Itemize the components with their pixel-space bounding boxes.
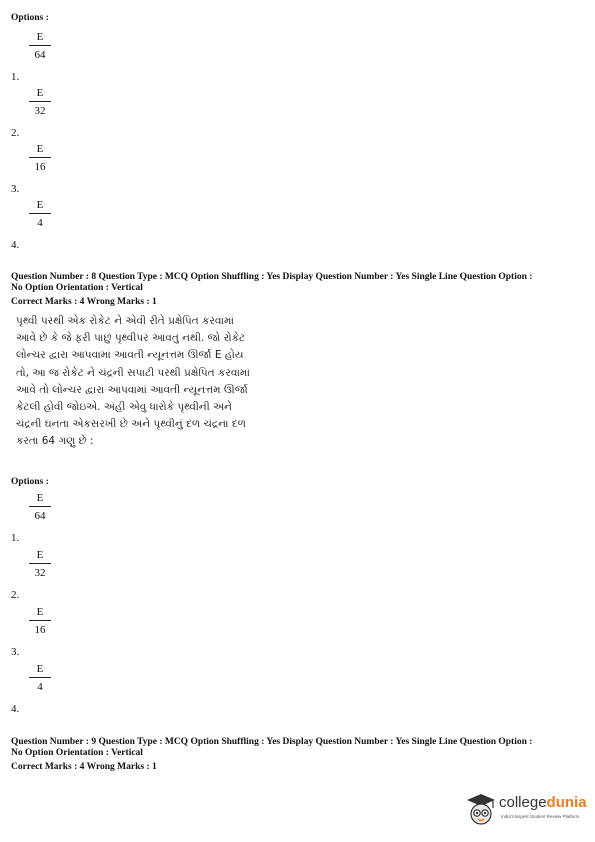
option-2 (11, 86, 91, 139)
fraction-bar (29, 101, 51, 102)
denominator: 32 (34, 567, 46, 579)
fraction (29, 30, 51, 62)
numerator: E (36, 87, 44, 99)
option-2 (11, 548, 91, 601)
question-header: Question Number : 9 Question Type : MCQ Option Shuffling : Yes Display Question Number : Yes Single Line Question Option : (11, 737, 533, 747)
fraction (29, 491, 51, 523)
numerator: E (36, 199, 44, 211)
numerator: E (36, 492, 44, 504)
question-header-cont: No Option Orientation : Vertical (11, 283, 143, 293)
question-line: ચંદ્રની ઘનતા એકસરખી છે અને પૃથ્વીનું દળ ચંદ્રના દળ (16, 418, 246, 431)
denominator: 16 (34, 161, 46, 173)
denominator: 16 (34, 624, 46, 636)
option-3 (11, 605, 91, 658)
denominator: 64 (34, 49, 46, 61)
numerator: E (36, 31, 44, 43)
fraction (29, 605, 51, 637)
fraction (29, 662, 51, 694)
question-line: આવે તો લોન્ચર દ્વારા આપવામાં આવતી ન્યૂનત્તમ ઊર્જા (16, 383, 248, 396)
graduate-owl-icon (464, 792, 498, 828)
collegedunia-logo (464, 792, 589, 828)
option-number: 1. (11, 71, 20, 83)
logo-wordmark (499, 794, 587, 811)
numerator: E (36, 143, 44, 155)
question-line: લોન્ચર દ્વારા આપવામાં આવતી ન્યૂનત્તમ ઊર્જા E હોય (16, 349, 244, 362)
option-1 (11, 30, 91, 83)
denominator: 4 (37, 681, 43, 693)
option-4 (11, 662, 91, 715)
option-1 (11, 491, 91, 544)
question-line: કેટલી હોવી જોઇએ. અંહી એવુ ધારોકે પૃથ્વીની અને (16, 401, 232, 414)
fraction-bar (29, 45, 51, 46)
numerator: E (36, 606, 44, 618)
question-line: તો, આ જ રોકેટ ને ચંદ્રની સપાટી પરથી પ્રક્ષેપિત કરવામાં (16, 366, 250, 379)
marks-line: Correct Marks : 4 Wrong Marks : 1 (11, 762, 157, 772)
fraction-bar (29, 677, 51, 678)
fraction (29, 548, 51, 580)
option-number: 4. (11, 703, 20, 715)
option-3 (11, 142, 91, 195)
options-label: Options : (11, 477, 49, 487)
option-number: 3. (11, 646, 20, 658)
fraction-bar (29, 157, 51, 158)
denominator: 64 (34, 510, 46, 522)
fraction (29, 86, 51, 118)
logo-tagline: India's largest Student Review Platform (501, 814, 580, 819)
fraction-bar (29, 213, 51, 214)
fraction-bar (29, 506, 51, 507)
question-line: પૃથ્વી પરથી એક રોકેટ ને એવી રીતે પ્રક્ષેપિત કરવામાં (16, 315, 234, 327)
fraction-bar (29, 620, 51, 621)
fraction (29, 198, 51, 230)
logo-wordmark-prefix: college (499, 794, 547, 811)
option-number: 1. (11, 532, 20, 544)
question-header: Question Number : 8 Question Type : MCQ Option Shuffling : Yes Display Question Number : Yes Single Line Question Option : (11, 272, 533, 282)
marks-line: Correct Marks : 4 Wrong Marks : 1 (11, 297, 157, 307)
question-text (16, 313, 316, 451)
options-label: Options : (11, 13, 49, 23)
option-number: 2. (11, 127, 20, 139)
numerator: E (36, 663, 44, 675)
question-line: આવે છે કે જે ફરી પાછું પૃથ્વીપર આવતુ નથી. જો રોકેટ (16, 332, 246, 345)
option-4 (11, 198, 91, 251)
option-number: 4. (11, 239, 20, 251)
logo-wordmark-suffix: dunia (546, 794, 587, 811)
denominator: 4 (37, 217, 43, 229)
question-line: કરતા 64 ગણુ છે : (16, 435, 94, 448)
fraction-bar (29, 563, 51, 564)
option-number: 3. (11, 183, 20, 195)
fraction (29, 142, 51, 174)
question-header-cont: No Option Orientation : Vertical (11, 748, 143, 758)
option-number: 2. (11, 589, 20, 601)
denominator: 32 (34, 105, 46, 117)
numerator: E (36, 549, 44, 561)
